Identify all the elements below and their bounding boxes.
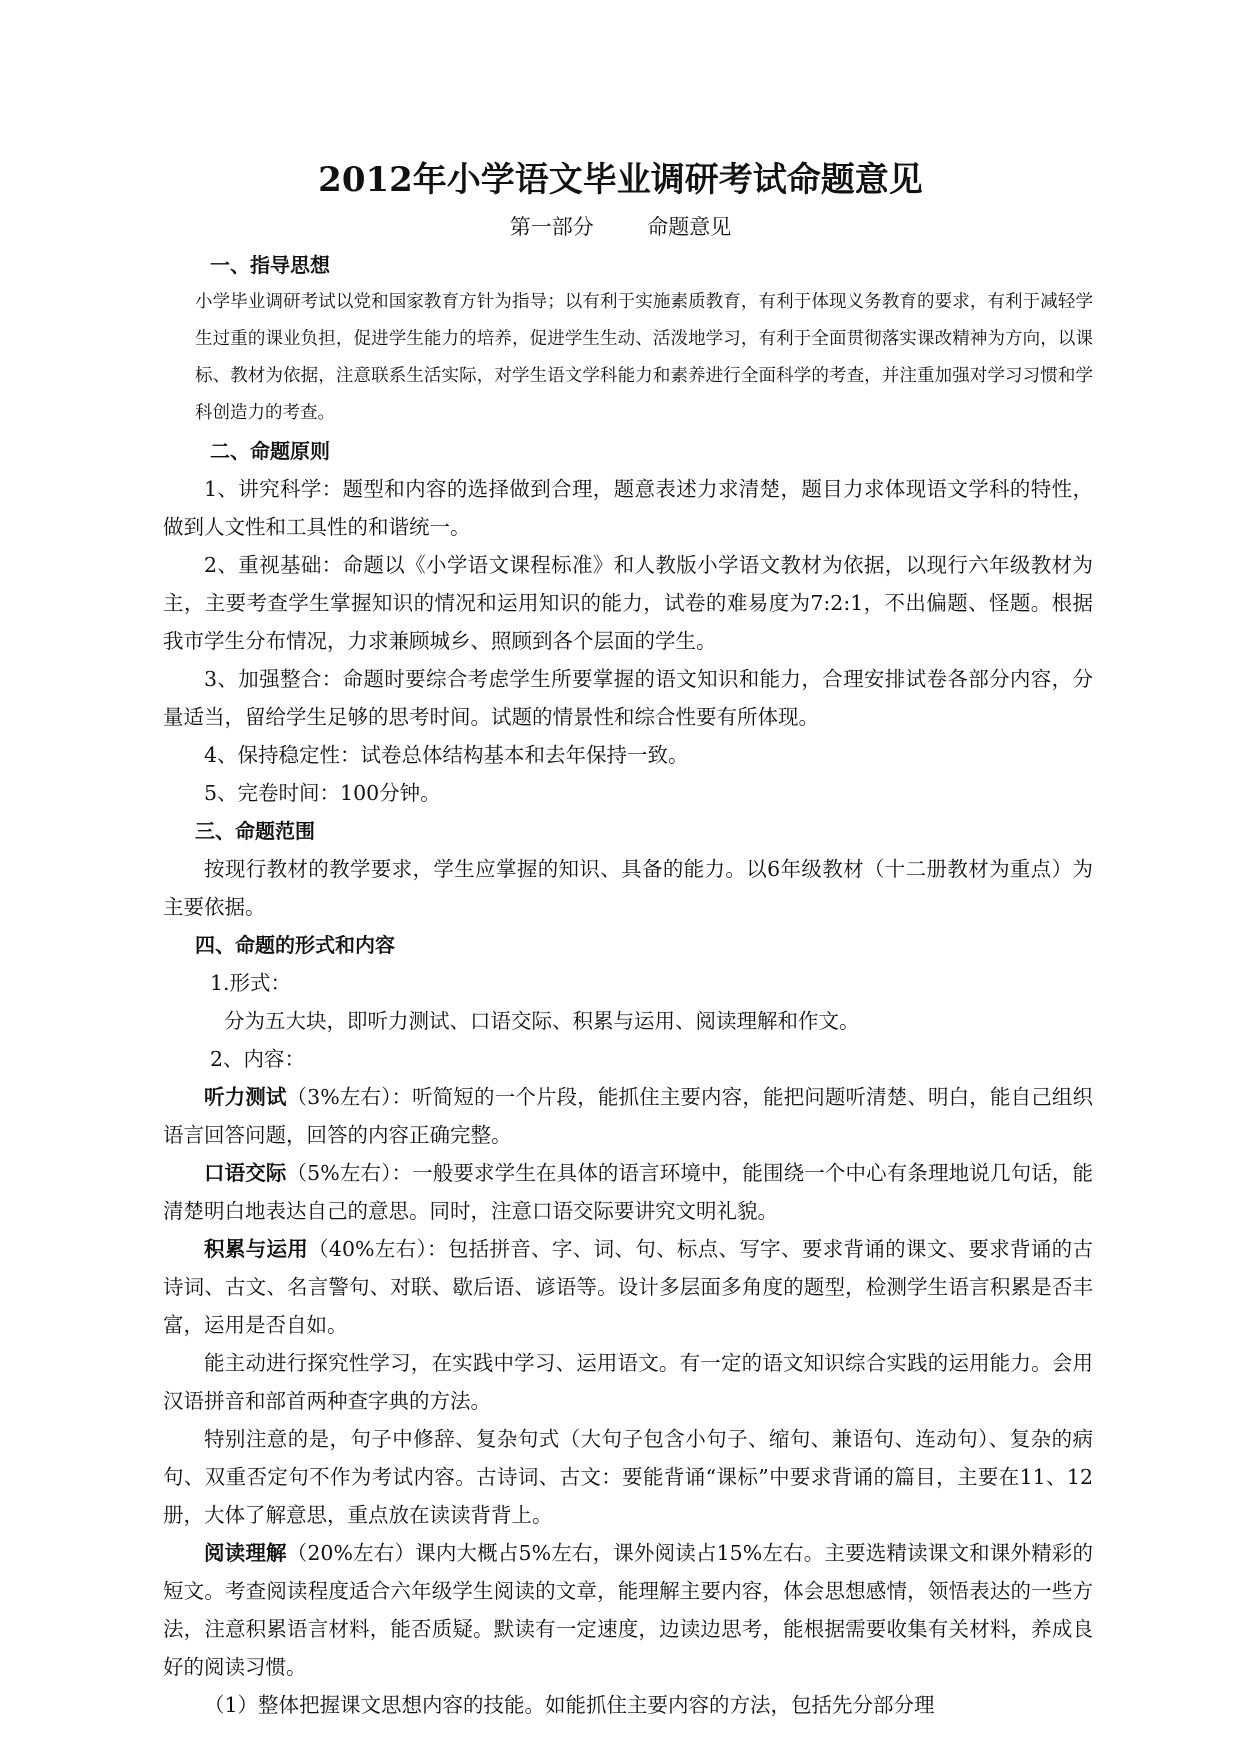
scope-paragraph: 按现行教材的教学要求，学生应掌握的知识、具备的能力。以6年级教材（十二册教材为重点）为主要依据。	[163, 857, 1093, 919]
section-heading-scope: 三、命题范围	[195, 819, 315, 843]
principle-item: 3、加强整合：命题时要综合考虑学生所要掌握的语文知识和能力，合理安排试卷各部分内容，分量适当，留给学生足够的思考时间。试题的情景性和综合性要有所体现。	[163, 667, 1093, 729]
listening-paragraph	[163, 1078, 1093, 1154]
principle-item: 2、重视基础：命题以《小学语文课程标准》和人教版小学语文教材为依据，以现行六年级教材为主，主要考查学生掌握知识的情况和运用知识的能力，试卷的难易度为7:2:1，不出偏题、怪题。根据我市学生分布情况，力求兼顾城乡、照顾到各个层面的学生。	[163, 553, 1093, 653]
accumulation-paragraph-2: 能主动进行探究性学习，在实践中学习、运用语文。有一定的语文知识综合实践的运用能力。会用汉语拼音和部首两种查字典的方法。	[163, 1351, 1093, 1413]
principle-item: 5、完卷时间：100分钟。	[204, 781, 441, 805]
section-heading-guiding-idea: 一、指导思想	[210, 253, 330, 277]
reading-text: （20%左右）课内大概占5%左右，课外阅读占15%左右。主要选精读课文和课外精彩的短文。考查阅读程度适合六年级学生阅读的文章，能理解主要内容，体会思想感情，领悟表达的一些方法，注意积累语言材料，能否质疑。默读有一定速度，边读边思考，能根据需要收集有关材料，养成良好的阅读习惯。	[163, 1541, 1093, 1679]
document-subtitle: 第一部分 命题意见	[509, 215, 732, 239]
principle-item: 1、讲究科学：题型和内容的选择做到合理，题意表述力求清楚，题目力求体现语文学科的特性，做到人文性和工具性的和谐统一。	[163, 477, 1093, 539]
section-heading-form-content: 四、命题的形式和内容	[195, 933, 395, 957]
oral-text: （5%左右）：一般要求学生在具体的语言环境中，能围绕一个中心有条理地说几句话，能清楚明白地表达自己的意思。同时，注意口语交际要讲究文明礼貌。	[163, 1161, 1093, 1223]
section-heading-principles: 二、命题原则	[210, 439, 330, 463]
form-text: 分为五大块，即听力测试、口语交际、积累与运用、阅读理解和作文。	[224, 1009, 860, 1033]
guiding-idea-paragraph: 小学毕业调研考试以党和国家教育方针为指导；以有利于实施素质教育，有利于体现义务教育的要求，有利于减轻学生过重的课业负担，促进学生能力的培养，促进学生生动、活泼地学习，有利于全面贯彻落实课改精神为方向，以课标、教材为依据，注意联系生活实际，对学生语文学科能力和素养进行全面科学的考查，并注重加强对学习习惯和学科创造力的考查。	[195, 292, 1093, 423]
accumulation-keyword: 积累与运用	[204, 1237, 309, 1261]
form-label: 1.形式：	[210, 971, 292, 995]
document-body	[163, 246, 1093, 1724]
listening-text: （3%左右）：听简短的一个片段，能抓住主要内容，能把问题听清楚、明白，能自己组织语言回答问题，回答的内容正确完整。	[163, 1085, 1093, 1147]
oral-paragraph	[163, 1154, 1093, 1230]
principle-item: 4、保持稳定性：试卷总体结构基本和去年保持一致。	[204, 743, 689, 767]
document-title: 2012年小学语文毕业调研考试命题意见	[318, 160, 923, 200]
listening-keyword: 听力测试	[204, 1085, 287, 1109]
reading-item-1: （1）整体把握课文思想内容的技能。如能抓住主要内容的方法，包括先分部分理	[204, 1693, 935, 1717]
oral-keyword: 口语交际	[204, 1161, 287, 1185]
reading-paragraph	[163, 1534, 1093, 1686]
reading-keyword: 阅读理解	[204, 1541, 287, 1565]
accumulation-paragraph	[163, 1230, 1093, 1344]
accumulation-text: （40%左右）：包括拼音、字、词、句、标点、写字、要求背诵的课文、要求背诵的古诗词、古文、名言警句、对联、歇后语、谚语等。设计多层面多角度的题型，检测学生语言积累是否丰富，运用是否自如。	[163, 1237, 1094, 1337]
content-label: 2、内容：	[210, 1047, 306, 1071]
accumulation-paragraph-3: 特别注意的是，句子中修辞、复杂句式（大句子包含小句子、缩句、兼语句、连动句）、复杂的病句、双重否定句不作为考试内容。古诗词、古文：要能背诵“课标”中要求背诵的篇目，主要在11、12册，大体了解意思，重点放在读读背背上。	[163, 1427, 1093, 1527]
